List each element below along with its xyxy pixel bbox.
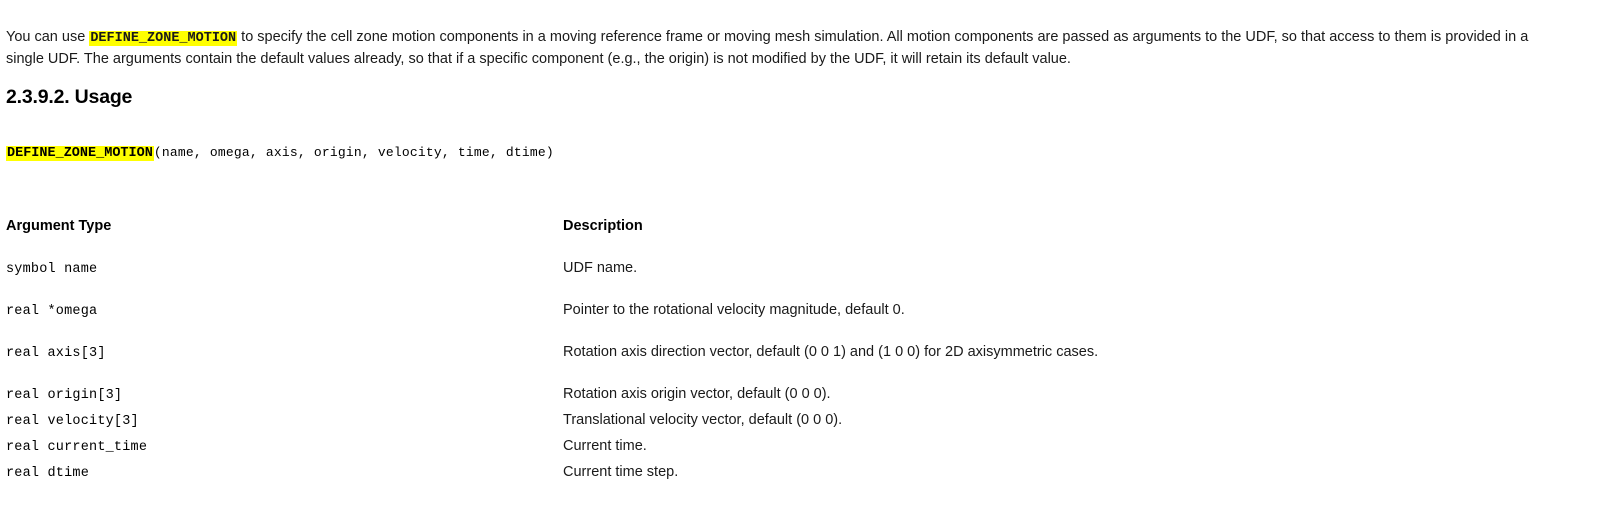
usage-signature [6, 143, 554, 161]
column-header-argument-type: Argument Type [6, 218, 112, 234]
table-row [6, 304, 1566, 326]
description-cell: Current time. [563, 438, 647, 454]
section-heading: 2.3.9.2. Usage [6, 86, 133, 108]
description-cell: Translational velocity vector, default (0 0 0). [563, 412, 843, 428]
argument-type-cell: symbol name [6, 262, 98, 277]
argument-type-cell: real current_time [6, 440, 148, 455]
description-cell: UDF name. [563, 260, 638, 276]
table-row [6, 346, 1566, 368]
description-cell: Rotation axis origin vector, default (0 0 0). [563, 386, 831, 402]
intro-text-after: to specify the cell zone motion components in a moving reference frame or moving mesh simulation. All motion components are passed as arguments to the UDF, so that access to them is provided in a single UDF. The arguments contain the default values already, so that if a specific component (e.g., the origin) is not modified by the UDF, it will retain its default value. [6, 28, 1529, 67]
table-row [6, 414, 1566, 436]
intro-text-before: You can use [6, 28, 90, 45]
argument-type-cell: real axis[3] [6, 346, 106, 361]
column-header-description: Description [563, 218, 643, 234]
table-row [6, 262, 1566, 284]
intro-paragraph [6, 27, 1562, 70]
argument-type-cell: real origin[3] [6, 388, 123, 403]
signature-arguments: (name, omega, axis, origin, velocity, time, dtime) [153, 145, 554, 160]
define-zone-motion-macro-highlight: DEFINE_ZONE_MOTION [90, 30, 237, 46]
table-row [6, 440, 1566, 462]
table-row [6, 466, 1566, 488]
table-row [6, 388, 1566, 410]
description-cell: Rotation axis direction vector, default (0 0 1) and (1 0 0) for 2D axisymmetric cases. [563, 344, 1099, 360]
signature-macro-highlight: DEFINE_ZONE_MOTION [7, 146, 153, 161]
argument-type-cell: real *omega [6, 304, 98, 319]
description-cell: Pointer to the rotational velocity magnitude, default 0. [563, 302, 905, 318]
argument-type-cell: real dtime [6, 466, 90, 481]
description-cell: Current time step. [563, 464, 679, 480]
argument-type-cell: real velocity[3] [6, 414, 139, 429]
